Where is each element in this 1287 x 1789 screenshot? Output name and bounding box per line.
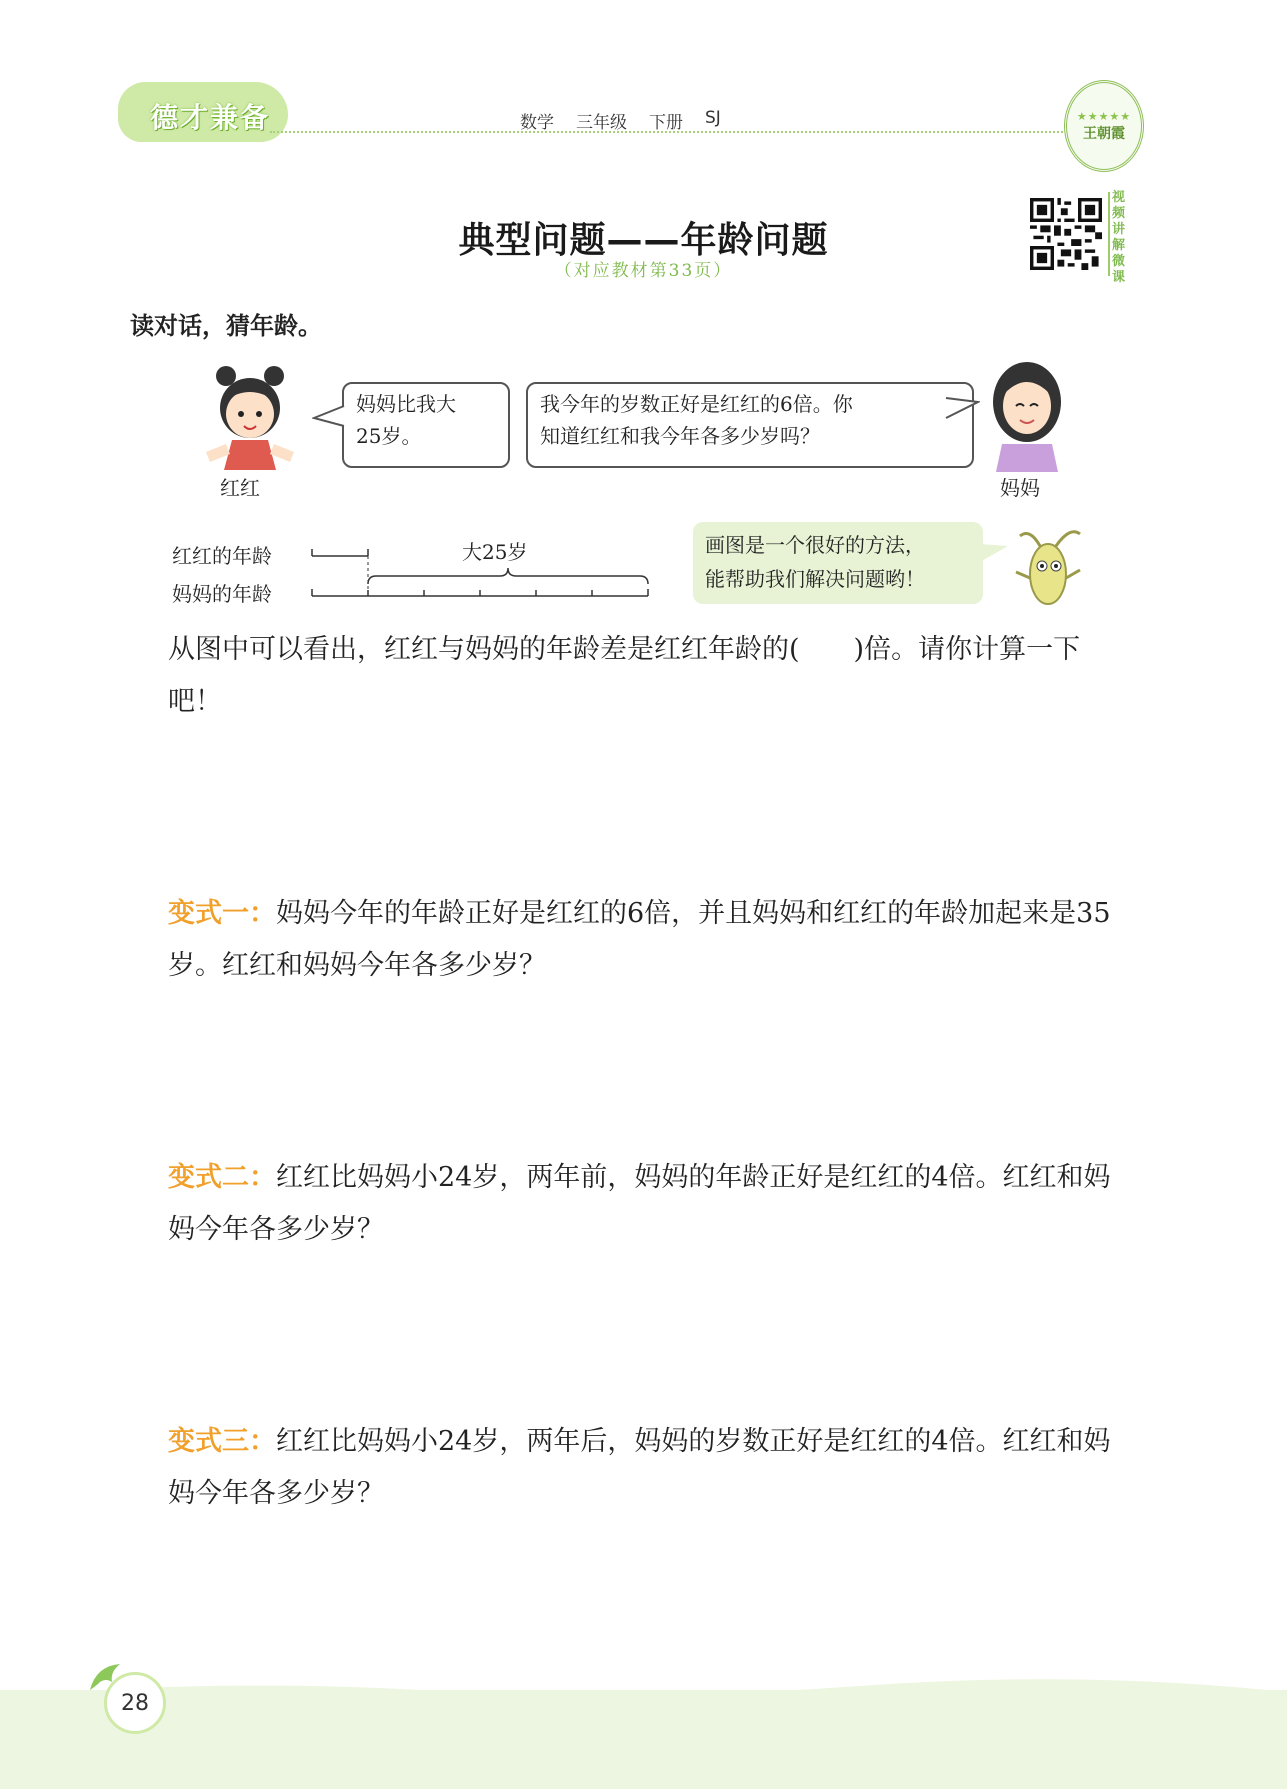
header-info (520, 108, 721, 133)
variant-1-text: 妈妈今年的年龄正好是红红的6倍，并且妈妈和红红的年龄加起来是35岁。红红和妈妈今年各多少岁？ (168, 898, 1111, 981)
speech-bubble-honghong (342, 382, 510, 468)
page-subtitle: （对应教材第33页） (554, 261, 733, 281)
speech-bubble-mama (526, 382, 974, 468)
variant-1 (168, 888, 1133, 992)
header-edition: SJ (705, 108, 721, 128)
seal-name: 王朝霞 (1083, 125, 1125, 142)
mama-label: 妈妈 (1000, 476, 1040, 500)
variant-3-text: 红红比妈妈小24岁，两年后，妈妈的岁数正好是红红的4倍。红红和妈妈今年各多少岁？ (168, 1426, 1111, 1509)
bubble1-line1: 妈妈比我大 (356, 392, 456, 416)
page-number: 28 (104, 1672, 166, 1734)
bubble2-tail (944, 394, 980, 424)
bubble2-line2: 知道红红和我今年各多少岁吗？ (540, 424, 820, 448)
bubble1-line2: 25岁。 (356, 424, 422, 448)
hint-tail (980, 540, 1010, 570)
bubble1-tail (312, 404, 346, 428)
hint-line1: 画图是一个很好的方法， (705, 533, 925, 557)
hint-bubble (693, 522, 983, 604)
footer-background (0, 1690, 1287, 1789)
header-subject: 数学 (520, 113, 554, 133)
intro-instruction: 读对话，猜年龄。 (130, 312, 322, 340)
header-volume: 下册 (649, 113, 683, 133)
qr-code-icon[interactable] (1030, 198, 1102, 270)
mascot-illustration (1010, 522, 1086, 612)
qr-caption: 视频讲解微课 (1112, 190, 1126, 285)
variant-3-label: 变式三： (168, 1426, 276, 1457)
difference-brace (368, 568, 648, 584)
brand-seal (1064, 80, 1144, 172)
header-grade: 三年级 (576, 113, 627, 133)
variant-3 (168, 1416, 1133, 1520)
page-title: 典型问题——年龄问题 (458, 220, 829, 261)
variant-2-text: 红红比妈妈小24岁，两年前，妈妈的年龄正好是红红的4倍。红红和妈妈今年各多少岁？ (168, 1162, 1111, 1245)
diagram-row2-label: 妈妈的年龄 (172, 582, 272, 606)
hint-line2: 能帮助我们解决问题哟！ (705, 567, 925, 591)
mama-illustration (982, 360, 1072, 472)
variant-2 (168, 1152, 1133, 1256)
variant-1-label: 变式一： (168, 898, 276, 929)
line-segment-diagram (310, 540, 650, 604)
honghong-label: 红红 (220, 476, 260, 500)
bubble2-line1: 我今年的岁数正好是红红的6倍。你 (540, 392, 853, 416)
diagram-diff-label: 大25岁 (462, 540, 528, 564)
brand-logo: 德才兼备 (150, 101, 271, 134)
variant-2-label: 变式二： (168, 1162, 276, 1193)
diagram-row1-label: 红红的年龄 (172, 544, 272, 568)
star-icon: ★★★★★ (1076, 109, 1132, 123)
main-question: 从图中可以看出，红红与妈妈的年龄差是红红年龄的( )倍。请你计算一下吧！ (168, 634, 1081, 717)
honghong-illustration (196, 364, 306, 470)
